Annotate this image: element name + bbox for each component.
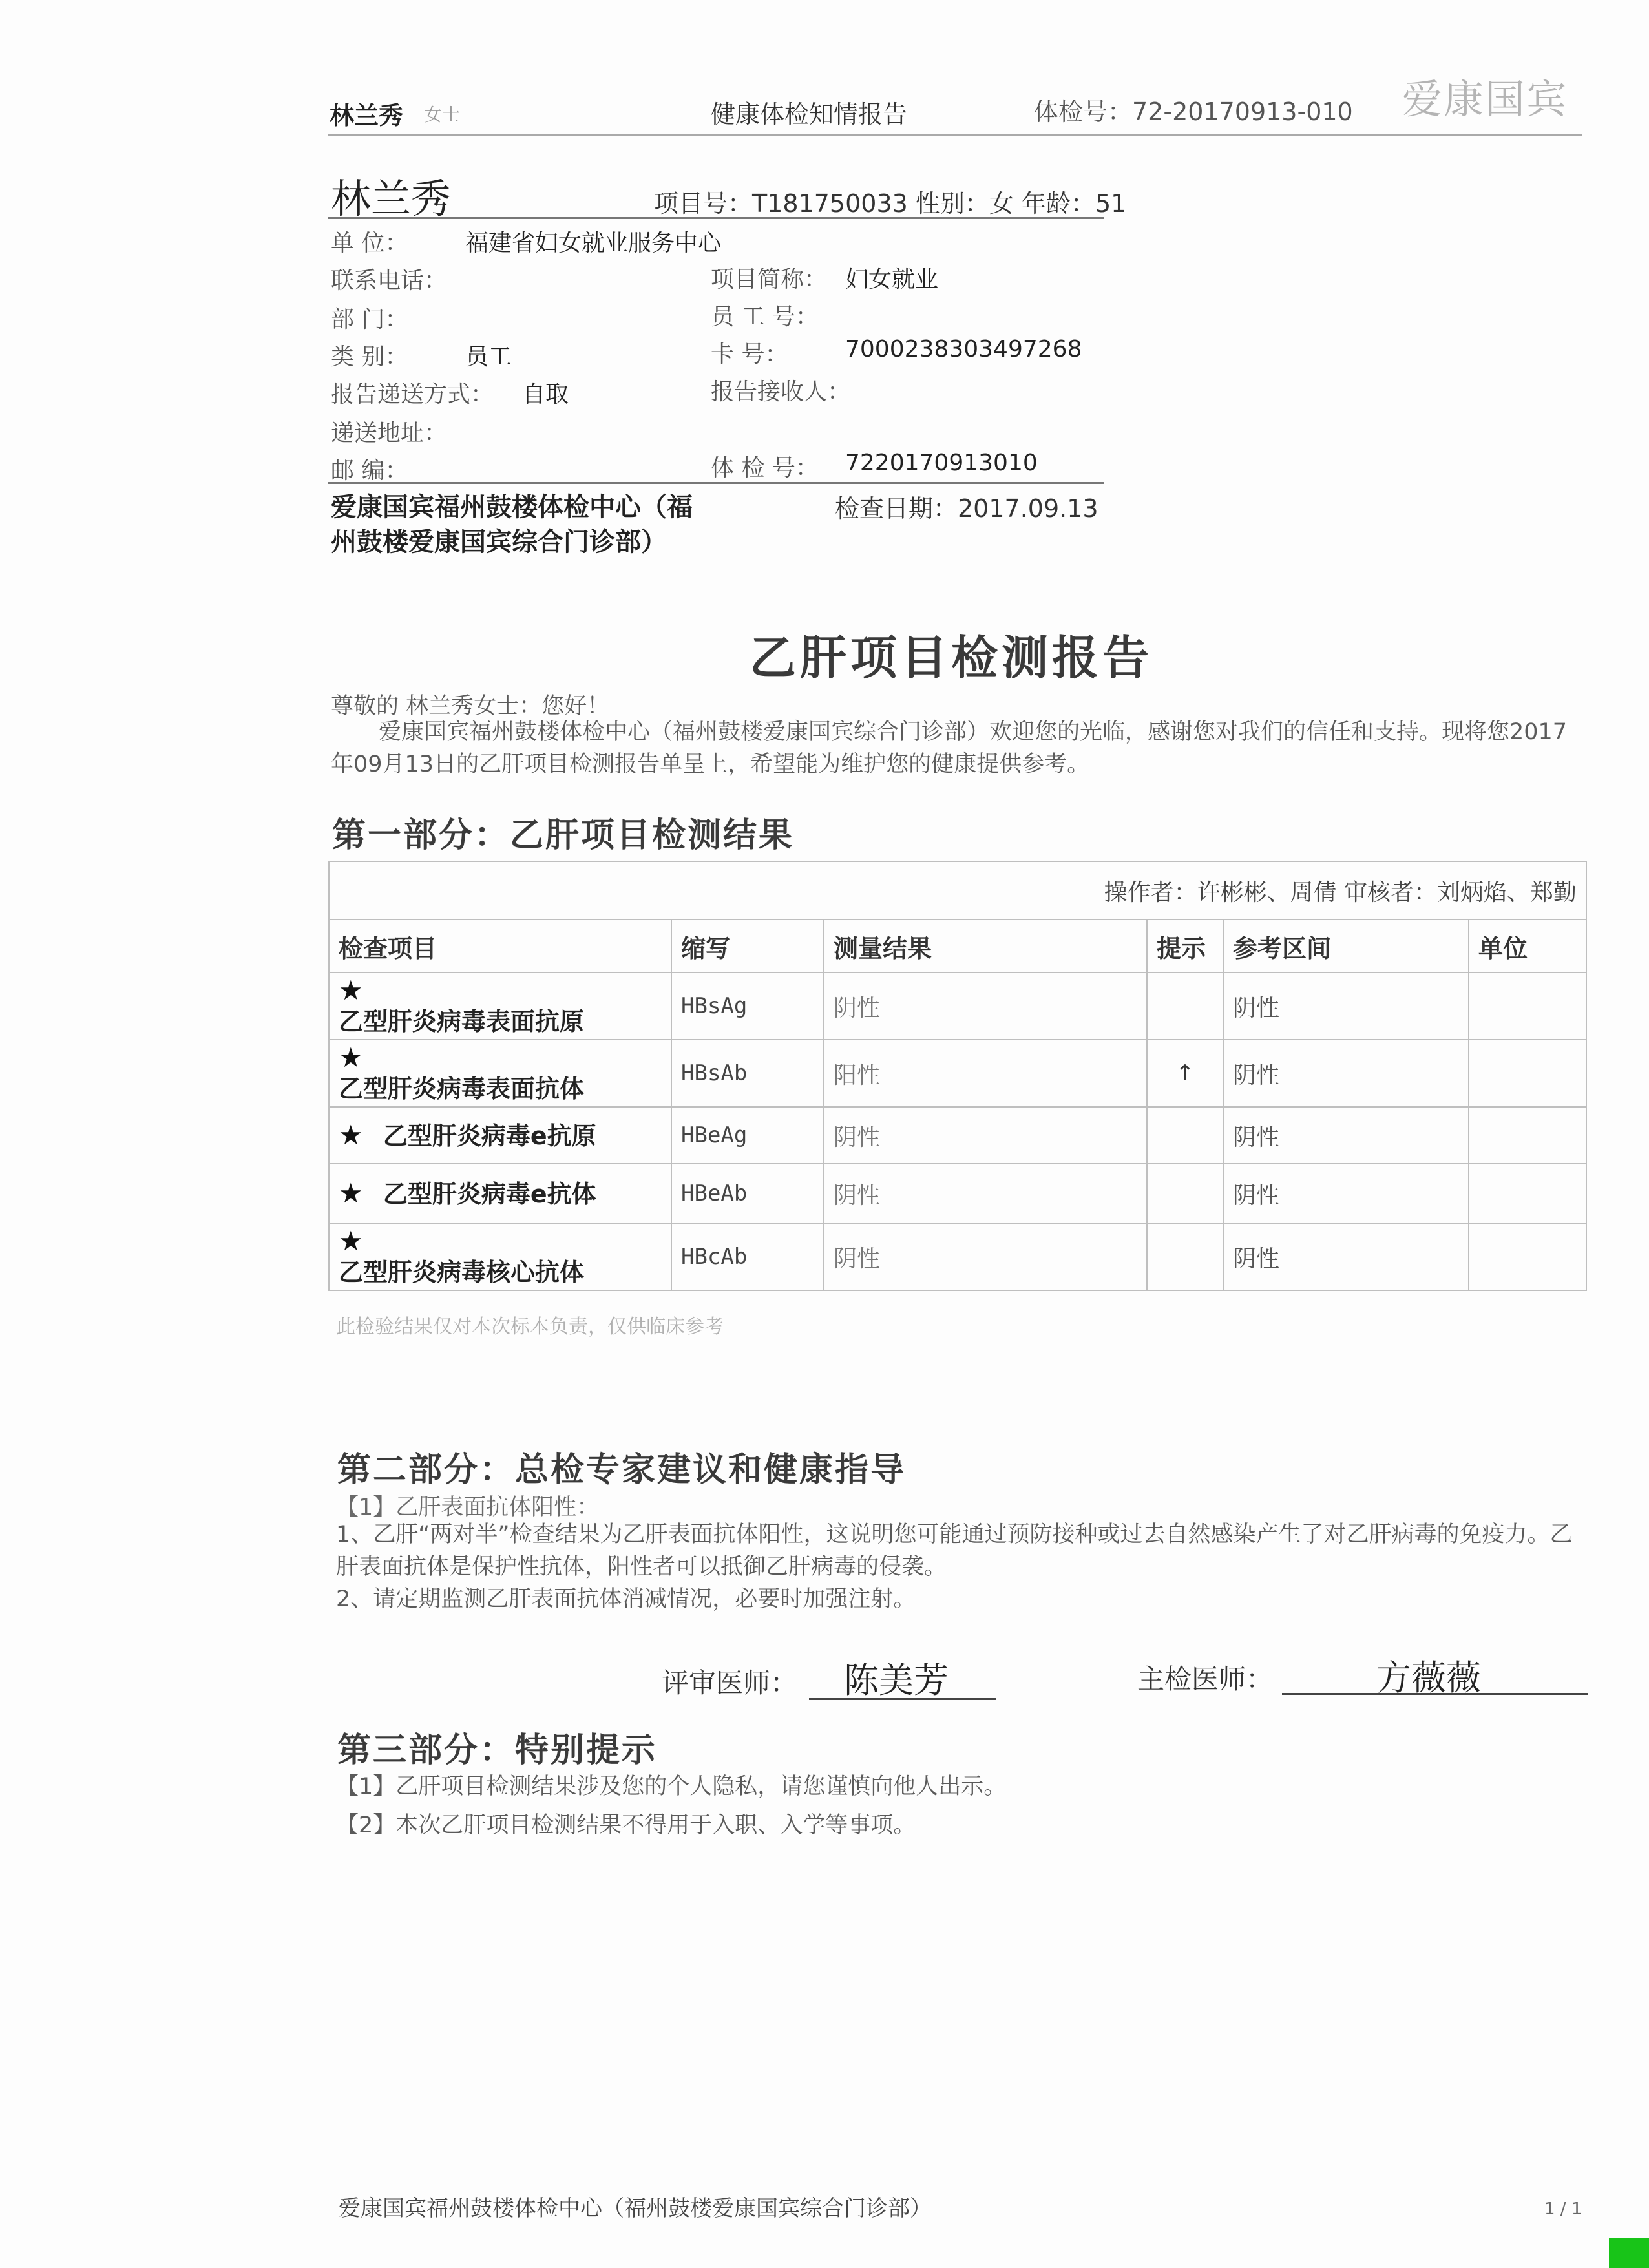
delivery-label: 报告递送方式： xyxy=(331,381,494,408)
arrow-up-icon: ↑ xyxy=(1147,1040,1223,1107)
hint-cell xyxy=(1147,1164,1223,1223)
item-name-cell xyxy=(329,972,671,1040)
page-number: 1 / 1 xyxy=(1544,2200,1582,2219)
result-cell: 阴性 xyxy=(824,972,1147,1040)
unit-cell xyxy=(1469,1107,1586,1164)
patient-name: 林兰秀 xyxy=(331,175,452,222)
abbr-cell: HBeAg xyxy=(671,1107,824,1164)
ref-cell: 阴性 xyxy=(1223,1040,1469,1107)
category-value: 员工 xyxy=(465,344,512,370)
hint-cell xyxy=(1147,972,1223,1040)
abbr-cell: HBeAb xyxy=(671,1164,824,1223)
star-icon: ★ xyxy=(339,1042,363,1073)
advice-item-title: 【1】乙肝表面抗体阳性： xyxy=(336,1495,600,1520)
col-header-result: 测量结果 xyxy=(824,919,1147,972)
unit-cell xyxy=(1469,1223,1586,1290)
col-header-ref: 参考区间 xyxy=(1223,919,1469,972)
section3-title: 第三部分：特别提示 xyxy=(337,1731,658,1770)
item-name-cell xyxy=(329,1107,671,1164)
item-name: 乙型肝炎病毒e抗原 xyxy=(383,1121,596,1150)
report-title: 乙肝项目检测报告 xyxy=(750,630,1153,685)
ref-cell: 阴性 xyxy=(1223,972,1469,1040)
exam-no-label: 体 检 号： xyxy=(711,455,819,481)
results-table xyxy=(328,861,1587,1291)
unit-label: 单 位： xyxy=(331,230,408,257)
result-disclaimer: 此检验结果仅对本次标本负责，仅供临床参考 xyxy=(336,1316,724,1338)
reviewer-label: 评审医师： xyxy=(662,1667,798,1699)
item-name: 乙型肝炎病毒e抗体 xyxy=(383,1179,596,1208)
col-header-abbr: 缩写 xyxy=(671,919,824,972)
item-name: 乙型肝炎病毒核心抗体 xyxy=(339,1258,585,1286)
header-divider xyxy=(328,134,1582,136)
green-corner-badge xyxy=(1609,2238,1649,2268)
chief-signature-line xyxy=(1282,1693,1588,1695)
abbr-cell: HBsAb xyxy=(671,1040,824,1107)
info-bottom-divider xyxy=(328,482,1104,484)
card-value: 7000238303497268 xyxy=(845,336,1082,362)
result-cell: 阴性 xyxy=(824,1164,1147,1223)
card-label: 卡 号： xyxy=(711,341,788,368)
unit-value: 福建省妇女就业服务中心 xyxy=(465,230,722,257)
unit-cell xyxy=(1469,1164,1586,1223)
ref-cell: 阴性 xyxy=(1223,1223,1469,1290)
special-note-2: 【2】本次乙肝项目检测结果不得用于入职、入学等事项。 xyxy=(336,1812,916,1838)
header-report-title: 健康体检知情报告 xyxy=(711,100,908,129)
hint-cell xyxy=(1147,1223,1223,1290)
col-header-hint: 提示 xyxy=(1147,919,1223,972)
info-top-divider xyxy=(328,217,1104,219)
ref-cell: 阴性 xyxy=(1223,1164,1469,1223)
project-short-label: 项目简称： xyxy=(711,266,828,293)
dept-label: 部 门： xyxy=(331,306,408,333)
abbr-cell: HBsAg xyxy=(671,972,824,1040)
greeting: 尊敬的 林兰秀女士：您好！ xyxy=(331,693,610,719)
star-icon: ★ xyxy=(339,1118,363,1151)
exam-center-name: 爱康国宾福州鼓楼体检中心（福州鼓楼爱康国宾综合门诊部） xyxy=(331,492,693,557)
abbr-cell: HBcAb xyxy=(671,1223,824,1290)
exam-no-value: 7220170913010 xyxy=(845,450,1038,476)
emp-no-label: 员 工 号： xyxy=(711,304,819,330)
intro-paragraph: 爱康国宾福州鼓楼体检中心（福州鼓楼爱康国宾综合门诊部）欢迎您的光临，感谢您对我们的信任和支持。现将您2017年09月13日的乙肝项目检测报告单呈上，希望能为维护您的健康提供参考。 xyxy=(331,719,1568,777)
table-row xyxy=(329,972,1586,1040)
receiver-label: 报告接收人： xyxy=(711,379,851,405)
ref-cell: 阴性 xyxy=(1223,1107,1469,1164)
chief-label: 主检医师： xyxy=(1137,1663,1274,1695)
delivery-value: 自取 xyxy=(522,381,569,408)
header-name: 林兰秀 xyxy=(330,101,404,130)
project-short-value: 妇女就业 xyxy=(845,266,939,293)
section2-title: 第二部分：总检专家建议和健康指导 xyxy=(337,1451,907,1489)
table-row xyxy=(329,1107,1586,1164)
star-icon: ★ xyxy=(339,974,363,1006)
header-title-suffix: 女士 xyxy=(424,104,461,125)
category-label: 类 别： xyxy=(331,344,408,370)
header-exam-no: 体检号：72-20170913-010 xyxy=(1034,98,1353,126)
item-name-cell xyxy=(329,1223,671,1290)
section1-title: 第一部分：乙肝项目检测结果 xyxy=(332,816,795,855)
exam-date: 检查日期：2017.09.13 xyxy=(835,494,1098,523)
phone-label: 联系电话： xyxy=(331,268,448,294)
item-name-cell xyxy=(329,1164,671,1223)
table-row xyxy=(329,1040,1586,1107)
col-header-unit: 单位 xyxy=(1469,919,1586,972)
reviewer-signature-line xyxy=(809,1698,996,1700)
table-header-row xyxy=(329,919,1586,972)
advice-paragraph-2: 2、请定期监测乙肝表面抗体消减情况，必要时加强注射。 xyxy=(336,1586,916,1612)
table-row xyxy=(329,1223,1586,1290)
project-line: 项目号：T181750033 性别：女 年龄：51 xyxy=(654,189,1127,218)
footer-center-name: 爱康国宾福州鼓楼体检中心（福州鼓楼爱康国宾综合门诊部） xyxy=(339,2196,932,2221)
advice-paragraph-1: 1、乙肝“两对半”检查结果为乙肝表面抗体阳性，这说明您可能通过预防接种或过去自然感染产生了对乙肝病毒的免疫力。乙肝表面抗体是保护性抗体，阳性者可以抵御乙肝病毒的侵袭。 xyxy=(336,1522,1573,1580)
reviewer-signature: 陈美芳 xyxy=(844,1660,949,1701)
zip-label: 邮 编： xyxy=(331,457,408,484)
star-icon: ★ xyxy=(339,1177,363,1209)
unit-cell xyxy=(1469,1040,1586,1107)
special-note-1: 【1】乙肝项目检测结果涉及您的个人隐私，请您谨慎向他人出示。 xyxy=(336,1774,1007,1800)
result-cell: 阳性 xyxy=(824,1040,1147,1107)
chief-signature: 方薇薇 xyxy=(1376,1657,1481,1698)
star-icon: ★ xyxy=(339,1225,363,1257)
col-header-item: 检查项目 xyxy=(329,919,671,972)
operators-text: 操作者：许彬彬、周倩 审核者：刘炳焰、郑勤 xyxy=(329,861,1586,919)
item-name-cell xyxy=(329,1040,671,1107)
result-cell: 阴性 xyxy=(824,1223,1147,1290)
hint-cell xyxy=(1147,1107,1223,1164)
operators-row xyxy=(329,861,1586,919)
item-name: 乙型肝炎病毒表面抗原 xyxy=(339,1007,585,1036)
item-name: 乙型肝炎病毒表面抗体 xyxy=(339,1075,585,1103)
unit-cell xyxy=(1469,972,1586,1040)
address-label: 递送地址： xyxy=(331,420,448,446)
brand-logo-text: 爱康国宾 xyxy=(1402,76,1568,123)
table-row xyxy=(329,1164,1586,1223)
result-cell: 阴性 xyxy=(824,1107,1147,1164)
